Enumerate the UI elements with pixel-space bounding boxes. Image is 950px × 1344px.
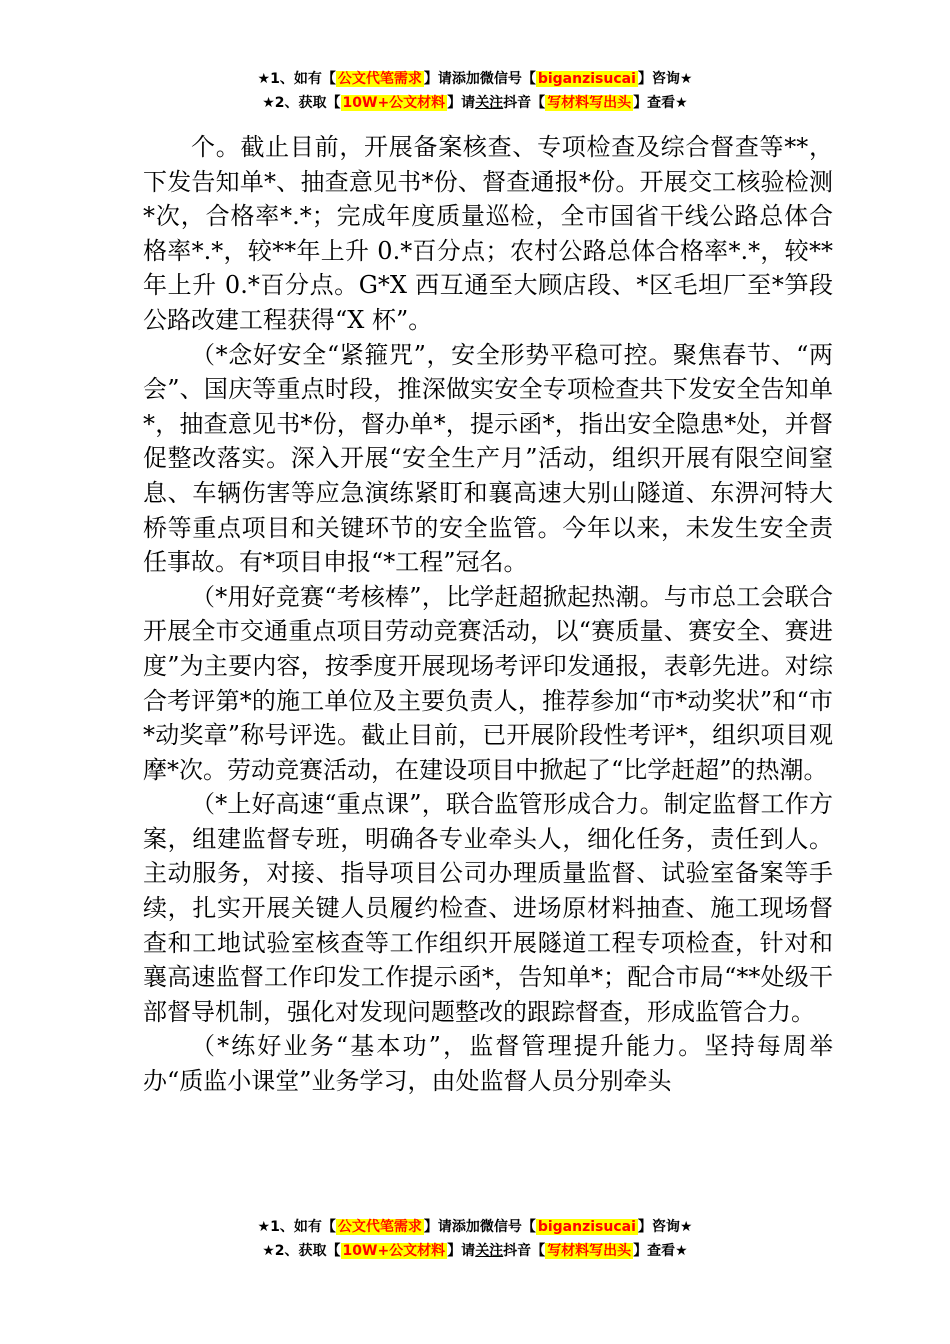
document-body [143, 130, 833, 1099]
banner-highlight: 10W+公文材料 [342, 1243, 446, 1259]
banner-highlight: 10W+公文材料 [342, 95, 446, 111]
banner-highlight: 写材料写出头 [547, 1243, 632, 1259]
banner-underline: 关注 [475, 95, 504, 111]
banner-highlight: 公文代笔需求 [337, 71, 422, 87]
banner-text: ★1、如有【 [257, 71, 336, 87]
banner-line-2 [0, 92, 950, 114]
banner-highlight: biganzisucai [537, 71, 636, 87]
banner-text: 】咨询★ [637, 1219, 693, 1235]
banner-text: 】请添加微信号【 [423, 1219, 536, 1235]
banner-text: 】请 [447, 1243, 476, 1259]
banner-highlight: 公文代笔需求 [337, 1219, 422, 1235]
paragraph: 个。截止目前，开展备案核查、专项检查及综合督查等**，下发告知单*、抽查意见书*份、督查通报*份。开展交工核验检测*次，合格率*.*；完成年度质量巡检，全市国省干线公路总体合格率*.*，较**年上升 0.*百分点；农村公路总体合格率*.*，较**年上升 0.*百分点。G*X 西互通至大顾店段、*区毛坦厂至*笋段公路改建工程获得“X 杯”。 [143, 133, 833, 334]
banner-highlight: 写材料写出头 [547, 95, 632, 111]
banner-line-1 [0, 68, 950, 90]
banner-text: ★2、获取【 [262, 1243, 341, 1259]
banner-text: 】咨询★ [637, 71, 693, 87]
banner-text: ★2、获取【 [262, 95, 341, 111]
banner-text: ★1、如有【 [257, 1219, 336, 1235]
paragraph: （*念好安全“紧箍咒”，安全形势平稳可控。聚焦春节、“两会”、国庆等重点时段，推深做实安全专项检查共下发安全告知单*，抽查意见书*份，督办单*，提示函*，指出安全隐患*处，并督促整改落实。深入开展“安全生产月”活动，组织开展有限空间窒息、车辆伤害等应急演练紧盯和襄高速大别山隧道、东淠河特大桥等重点项目和关键环节的安全监管。今年以来，未发生安全责任事故。有*项目申报“*工程”冠名。 [143, 340, 833, 577]
banner-text: 】请 [447, 95, 476, 111]
banner-text: 】请添加微信号【 [423, 71, 536, 87]
banner-text: 抖音【 [503, 95, 546, 111]
banner-text: 】查看★ [633, 95, 688, 111]
banner-text: 抖音【 [503, 1243, 546, 1259]
banner-text: 】查看★ [633, 1243, 688, 1259]
banner-highlight: biganzisucai [537, 1219, 636, 1235]
paragraph: （*上好高速“重点课”，联合监管形成合力。制定监督工作方案，组建监督专班，明确各专业牵头人，细化任务，责任到人。主动服务，对接、指导项目公司办理质量监督、试验室备案等手续，扎实开展关键人员履约检查、进场原材料抽查、施工现场督查和工地试验室核查等工作组织开展隧道工程专项检查，针对和襄高速监督工作印发工作提示函*，告知单*；配合市局“**处级干部督导机制，强化对发现问题整改的跟踪督查，形成监管合力。 [143, 790, 833, 1026]
banner-underline: 关注 [475, 1243, 504, 1259]
banner-line-1 [0, 1216, 950, 1238]
paragraph: （*练好业务“基本功”，监督管理提升能力。坚持每周举办“质监小课堂”业务学习，由处监督人员分别牵头 [143, 1032, 833, 1096]
paragraph: （*用好竞赛“考核棒”，比学赶超掀起热潮。与市总工会联合开展全市交通重点项目劳动竞赛活动，以“赛质量、赛安全、赛进度”为主要内容，按季度开展现场考评印发通报，表彰先进。对综合考评第*的施工单位及主要负责人，推荐参加“市*动奖状”和“市*动奖章”称号评选。截止目前，已开展阶段性考评*，组织项目观摩*次。劳动竞赛活动，在建设项目中掀起了“比学赶超”的热潮。 [143, 582, 833, 784]
banner-line-2 [0, 1240, 950, 1262]
